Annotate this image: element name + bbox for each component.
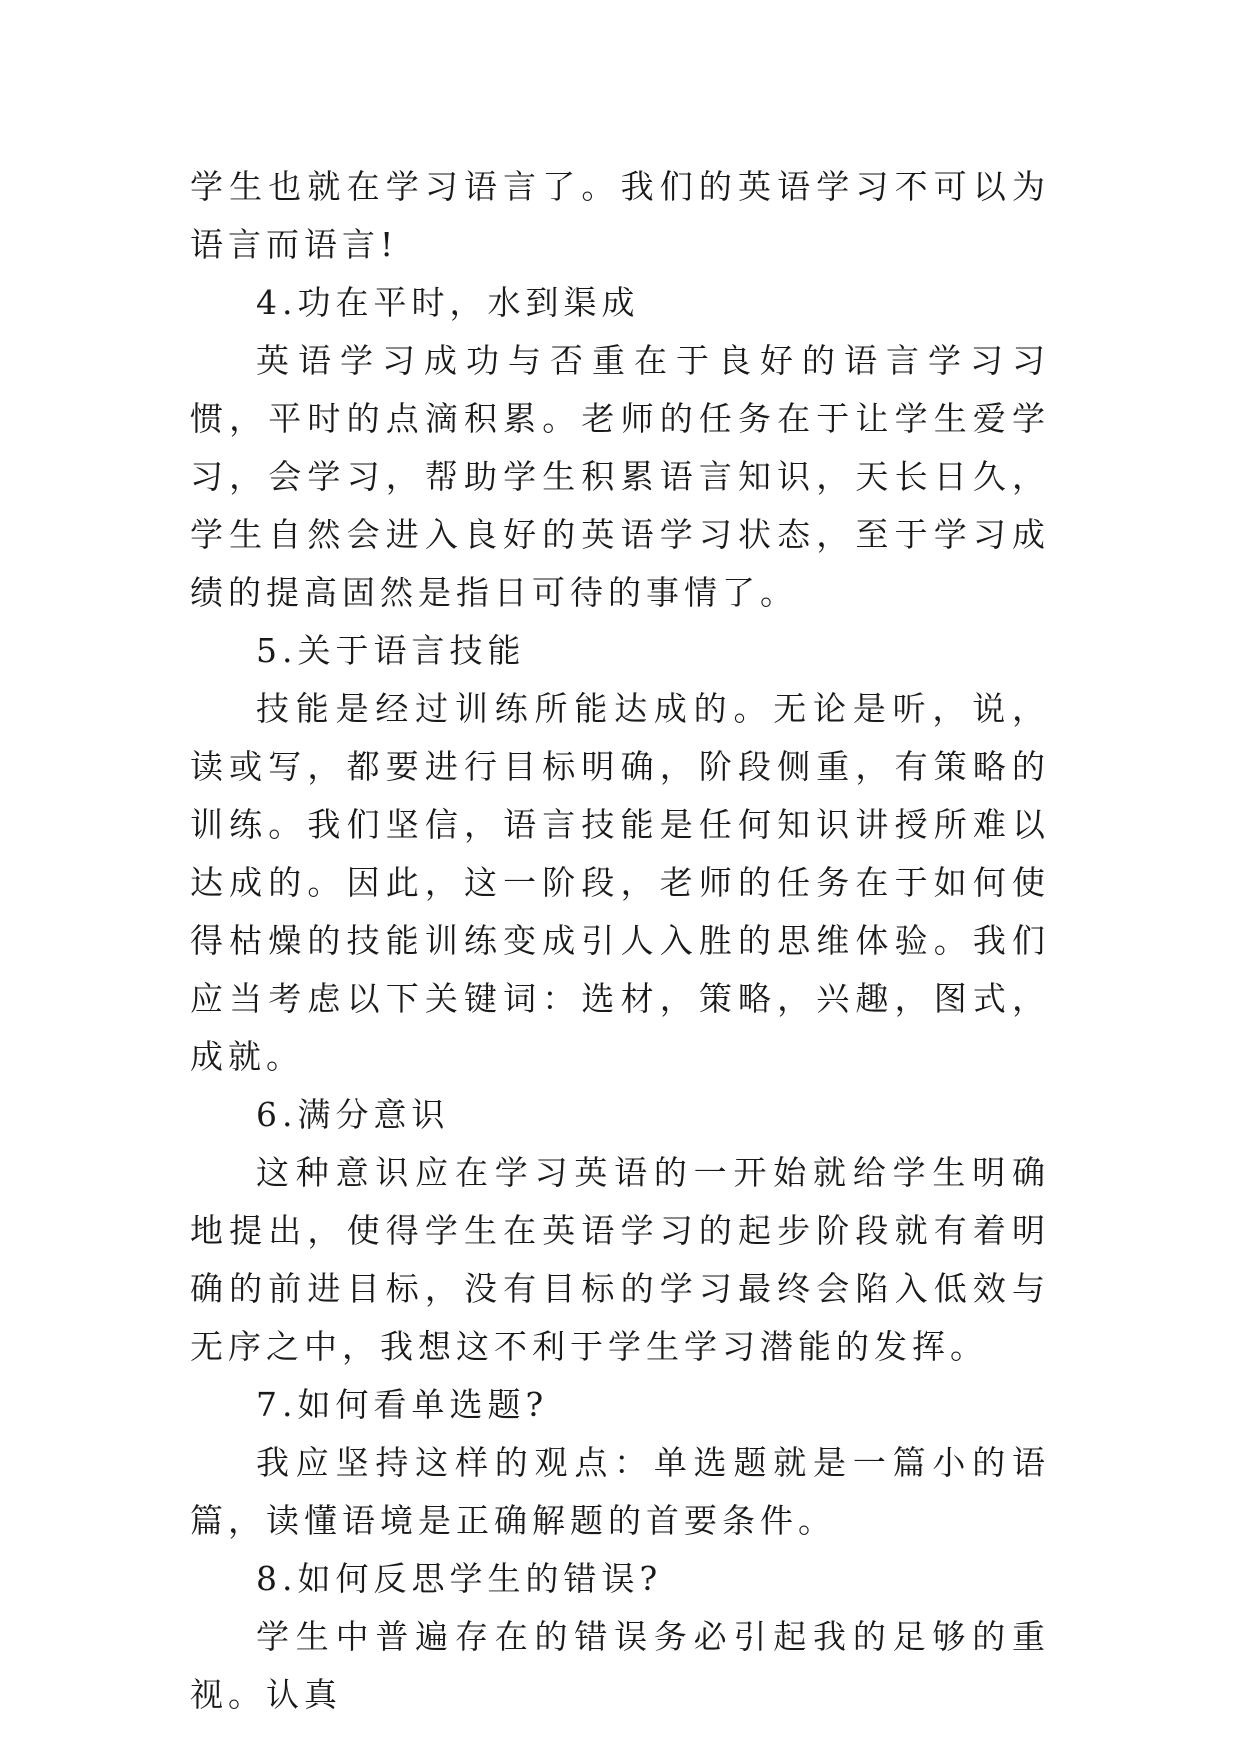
section-heading: 5.关于语言技能 bbox=[256, 631, 526, 670]
section-heading: 7.如何看单选题? bbox=[256, 1385, 549, 1424]
paragraph: 学生也就在学习语言了。我们的英语学习不可以为语言而语言! bbox=[190, 167, 1050, 264]
paragraph: 学生中普遍存在的错误务必引起我的足够的重视。认真 bbox=[190, 1617, 1050, 1714]
paragraph: 我应坚持这样的观点：单选题就是一篇小的语篇，读懂语境是正确解题的首要条件。 bbox=[190, 1443, 1050, 1540]
paragraph: 英语学习成功与否重在于良好的语言学习习惯，平时的点滴积累。老师的任务在于让学生爱学习，会学习，帮助学生积累语言知识，天长日久，学生自然会进入良好的英语学习状态，至于学习成绩的提高固然是指日可待的事情了。 bbox=[190, 341, 1050, 612]
section-heading: 8.如何反思学生的错误? bbox=[256, 1559, 663, 1598]
document-body bbox=[190, 158, 1050, 1724]
section-heading: 6.满分意识 bbox=[256, 1095, 450, 1134]
paragraph: 技能是经过训练所能达成的。无论是听，说，读或写，都要进行目标明确，阶段侧重，有策略的训练。我们坚信，语言技能是任何知识讲授所难以达成的。因此，这一阶段，老师的任务在于如何使得枯燥的技能训练变成引人入胜的思维体验。我们应当考虑以下关键词：选材，策略，兴趣，图式，成就。 bbox=[190, 689, 1050, 1076]
paragraph: 这种意识应在学习英语的一开始就给学生明确地提出，使得学生在英语学习的起步阶段就有着明确的前进目标，没有目标的学习最终会陷入低效与无序之中，我想这不利于学生学习潜能的发挥。 bbox=[190, 1153, 1050, 1366]
section-heading: 4.功在平时，水到渠成 bbox=[256, 283, 640, 322]
